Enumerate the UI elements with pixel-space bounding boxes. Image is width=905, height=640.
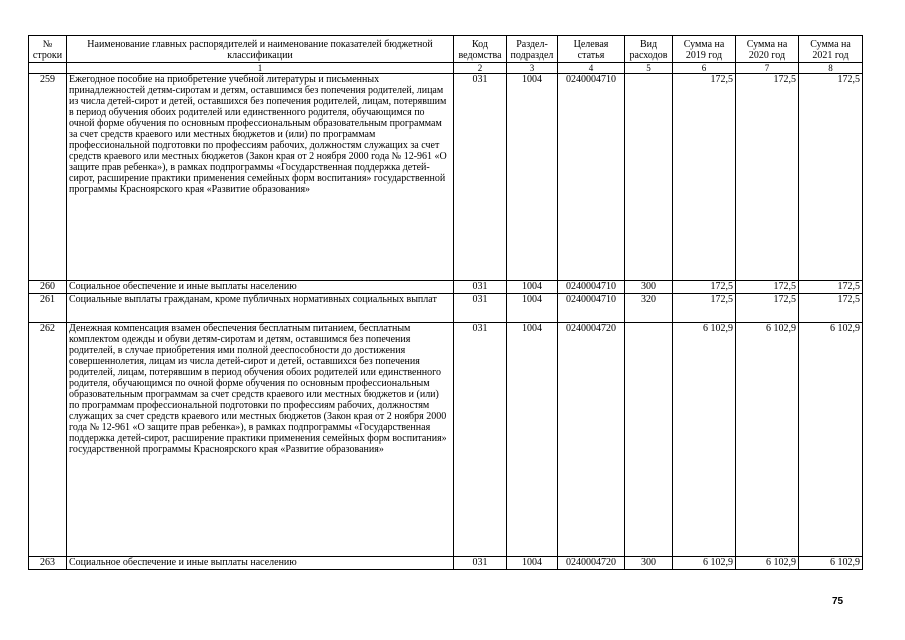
sum-2019: 6 102,9	[673, 323, 736, 557]
header-expense-kind: Вид расходов	[625, 36, 673, 63]
column-number-row	[29, 63, 863, 74]
expense-kind	[625, 323, 673, 557]
column-number: 3	[507, 63, 558, 74]
column-number: 5	[625, 63, 673, 74]
column-number: 6	[673, 63, 736, 74]
sum-2021: 6 102,9	[799, 323, 863, 557]
expense-kind	[625, 74, 673, 281]
expense-kind: 300	[625, 281, 673, 294]
header-target-article: Целевая статья	[558, 36, 625, 63]
sum-2021: 6 102,9	[799, 557, 863, 570]
header-section: Раздел-подраздел	[507, 36, 558, 63]
header-sum-2020: Сумма на 2020 год	[736, 36, 799, 63]
column-number: 2	[454, 63, 507, 74]
line-number: 259	[29, 74, 67, 281]
table-row	[29, 74, 863, 281]
sum-2020: 172,5	[736, 294, 799, 323]
line-number: 260	[29, 281, 67, 294]
sum-2019: 172,5	[673, 294, 736, 323]
target-article: 0240004720	[558, 557, 625, 570]
dept-code: 031	[454, 294, 507, 323]
sum-2020: 172,5	[736, 281, 799, 294]
dept-code: 031	[454, 74, 507, 281]
column-number: 7	[736, 63, 799, 74]
section-code: 1004	[507, 281, 558, 294]
target-article: 0240004720	[558, 323, 625, 557]
sum-2019: 172,5	[673, 281, 736, 294]
row-name: Социальное обеспечение и иные выплаты населению	[67, 281, 454, 294]
section-code: 1004	[507, 74, 558, 281]
sum-2019: 172,5	[673, 74, 736, 281]
dept-code: 031	[454, 323, 507, 557]
dept-code: 031	[454, 281, 507, 294]
line-number: 261	[29, 294, 67, 323]
sum-2021: 172,5	[799, 281, 863, 294]
column-number: 1	[67, 63, 454, 74]
header-sum-2021: Сумма на 2021 год	[799, 36, 863, 63]
page-number: 75	[832, 596, 844, 607]
column-number	[29, 63, 67, 74]
sum-2019: 6 102,9	[673, 557, 736, 570]
expense-kind: 320	[625, 294, 673, 323]
row-name: Социальные выплаты гражданам, кроме публичных нормативных социальных выплат	[67, 294, 454, 323]
sum-2020: 6 102,9	[736, 323, 799, 557]
table-row	[29, 294, 863, 323]
header-dept-code: Код ведомства	[454, 36, 507, 63]
table-row	[29, 557, 863, 570]
target-article: 0240004710	[558, 74, 625, 281]
sum-2020: 172,5	[736, 74, 799, 281]
column-number: 8	[799, 63, 863, 74]
line-number: 263	[29, 557, 67, 570]
header-line-number: № строки	[29, 36, 67, 63]
line-number: 262	[29, 323, 67, 557]
target-article: 0240004710	[558, 294, 625, 323]
expense-kind: 300	[625, 557, 673, 570]
header-name: Наименование главных распорядителей и наименование показателей бюджетной классификации	[67, 36, 454, 63]
section-code: 1004	[507, 323, 558, 557]
dept-code: 031	[454, 557, 507, 570]
table-row	[29, 323, 863, 557]
target-article: 0240004710	[558, 281, 625, 294]
header-sum-2019: Сумма на 2019 год	[673, 36, 736, 63]
row-name: Ежегодное пособие на приобретение учебной литературы и письменных принадлежностей детям-сиротам и детям, оставшимся без попечения родителей, лицам из числа детей-сирот и детей, оставшихся без попечения родителей, лицам, потерявшим в период обучения обоих родителей или единственного родителя, обучающимся по очной форме обучения по основным профессиональным образовательным программам за счет средств краевого или местных бюджетов и (или) по программам профессиональной подготовки по профессиям рабочих, должностям служащих за счет средств краевого или местных бюджетов (Закон края от 2 ноября 2000 года № 12-961 «О защите прав ребенка»), в рамках подпрограммы «Государственная поддержка детей-сирот, расширение практики применения семейных форм воспитания» государственной программы Красноярского края «Развитие образования»	[67, 74, 454, 281]
row-name: Социальное обеспечение и иные выплаты населению	[67, 557, 454, 570]
table-header-row	[29, 36, 863, 63]
section-code: 1004	[507, 294, 558, 323]
sum-2021: 172,5	[799, 74, 863, 281]
sum-2021: 172,5	[799, 294, 863, 323]
section-code: 1004	[507, 557, 558, 570]
row-name: Денежная компенсация взамен обеспечения бесплатным питанием, бесплатным комплектом одежды и обуви детям-сиротам и детям, оставшимся без попечения родителей, в случае приобретения ими полной дееспособности до достижения совершеннолетия, лицам из числа детей-сирот и детей, оставшихся без попечения родителей, лицам, потерявшим в период обучения обоих родителей или единственного родителя, обучающимся по очной форме обучения по основным профессиональным образовательным программам за счет средств краевого или местных бюджетов и (или) по программам профессиональной подготовки по профессиям рабочих, должностям служащих за счет средств краевого или местных бюджетов (Закон края от 2 ноября 2000 года № 12-961 «О защите прав ребенка»), в рамках подпрограммы «Государственная поддержка детей-сирот, расширение практики применения семейных форм воспитания» государственной программы Красноярского края «Развитие образования»	[67, 323, 454, 557]
sum-2020: 6 102,9	[736, 557, 799, 570]
table-row	[29, 281, 863, 294]
budget-table	[28, 35, 863, 570]
column-number: 4	[558, 63, 625, 74]
